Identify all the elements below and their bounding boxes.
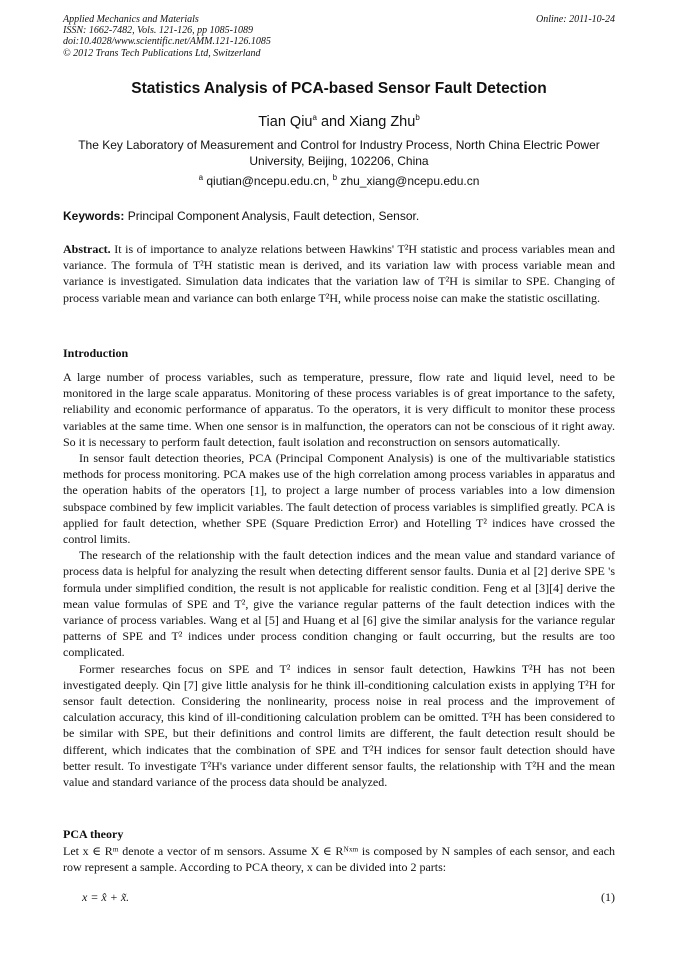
equation-expression: x = x̂ + x̃. (82, 890, 130, 904)
section-heading-introduction: Introduction (63, 346, 129, 360)
keywords (63, 209, 615, 223)
email-mark: b (332, 173, 338, 182)
equation-1 (82, 890, 615, 905)
journal-name: Applied Mechanics and Materials (63, 14, 199, 25)
journal-header (63, 14, 615, 59)
introduction-body (63, 369, 615, 790)
abstract-label: Abstract. (63, 242, 111, 256)
email-mark: a (198, 173, 204, 182)
online-date: Online: 2011-10-24 (536, 14, 615, 25)
author-conjunction: and (316, 114, 350, 130)
equation-number: (1) (601, 890, 615, 904)
section-heading-pca-theory: PCA theory (63, 827, 124, 841)
affiliation: The Key Laboratory of Measurement and Control for Industry Process, North China Electric Power University, Beijing, 102206, China (78, 138, 600, 168)
author-affil-mark: a (312, 113, 317, 123)
issn-line: ISSN: 1662-7482, Vols. 121-126, pp 1085-1089 (63, 25, 253, 37)
paragraph: Former researches focus on SPE and T² indices in sensor fault detection, Hawkins T²H has not been investigated deeply. Qin [7] give little analysis for he think ill-conditioning calculation exists in applying T²H for sensor fault detection. Considering the nonlinearity, process noise in real process and the improvement of calculation accuracy, this kind of ill-conditioning calculation problem can be omitted. T²H has been considered to be similar with SPE, but their definitions and control limits are different, the fault detection result should be different, which indicates that the combination of SPE and T²H indices for sensor fault detection should have better result. To investigate T²H's variance under different sensor faults, the relationship with T²H and the mean value and standard variance of the process data should be analyzed. (63, 661, 615, 790)
keywords-text: Principal Component Analysis, Fault detection, Sensor. (124, 209, 420, 223)
author-line (40, 114, 638, 130)
abstract (63, 241, 615, 306)
abstract-text: It is of importance to analyze relations between Hawkins' T²H statistic and process variables mean and variance. The formula of T²H statistic mean is derived, and its variation law with process variable mean and variance is investigated. Simulation data indicates that the variation law of T²H is similar to SPE. Changing of process variable mean and variance can both enlarge T²H, while process noise can make the statistic oscillating. (63, 242, 615, 305)
email-address: zhu_xiang@ncepu.edu.cn (337, 174, 480, 188)
paragraph: The research of the relationship with the fault detection indices and the mean value and standard variance of process data is helpful for analyzing the result when detecting different sensor faults. Dunia et al [2] derive SPE 's formula under simplified condition, the result is not applicable for realistic condition. Feng et al [3][4] derive the mean value formulas of SPE and T², give the variance regular patterns of the fault detection indices with the variance of process variables. Wang et al [5] and Huang et al [6] give the similar analysis for the variance regular patterns of SPE and T² indices under process condition changing or fault occurring, but the results are too complicated. (63, 548, 615, 660)
paper-title: Statistics Analysis of PCA-based Sensor Fault Detection (131, 80, 547, 97)
email-line (40, 174, 638, 188)
author-name: Tian Qiu (258, 114, 313, 130)
email-address: qiutian@ncepu.edu.cn, (203, 174, 333, 188)
paragraph: Let x ∈ Rᵐ denote a vector of m sensors. Assume X ∈ Rᴺˣᵐ is composed by N samples of each sensor, and each row represent a sample. According to PCA theory, x can be divided into 2 parts: (63, 844, 615, 875)
doi-line: doi:10.4028/www.scientific.net/AMM.121-126.1085 (63, 36, 271, 48)
pca-theory-body (63, 843, 615, 875)
author-affil-mark: b (415, 113, 420, 123)
keywords-label: Keywords: (63, 209, 125, 223)
paragraph: A large number of process variables, such as temperature, pressure, flow rate and liquid level, need to be monitored in the large scale apparatus. Monitoring of these process variables is of great importance to the safety, reliability and economic performance of apparatus. To the operators, it is very difficult to monitor these process variables at the same time. When one sensor is in malfunction, the operators can not be conscious of it right away. So it is necessary to perform fault detection, fault isolation and reconstruction on sensors automatically. (63, 370, 615, 449)
paragraph: In sensor fault detection theories, PCA (Principal Component Analysis) is one of the multivariable statistics methods for process monitoring. PCA makes use of the high correlation among process variables in apparatus and the operation habits of the operators [1], to project a large number of process variables into a low dimension subspace combined by few implicit variables. The fault detection of process variables is simplified greatly. PCA is applied for fault detection, whether SPE (Square Prediction Error) and Hotelling T² indices have crossed the control limits. (63, 451, 615, 547)
author-name: Xiang Zhu (349, 114, 416, 130)
copyright-line: © 2012 Trans Tech Publications Ltd, Switzerland (63, 47, 261, 59)
